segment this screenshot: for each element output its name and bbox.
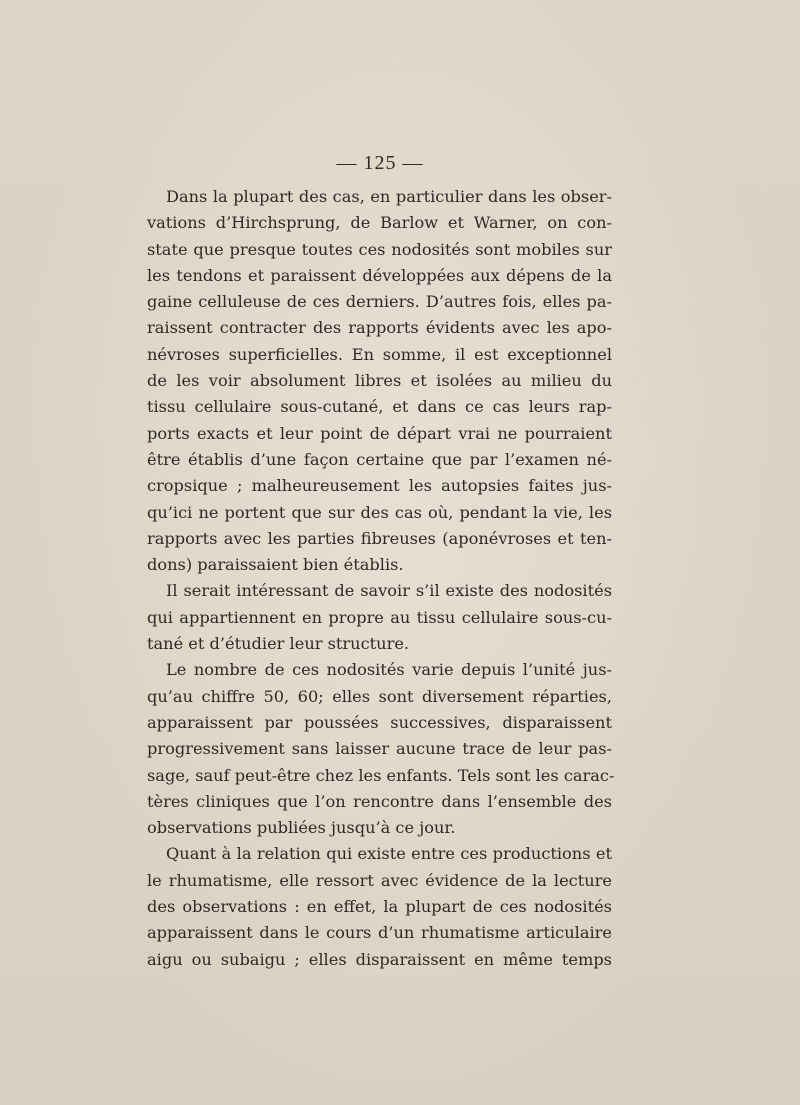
text-line: Dans la plupart des cas, en particulier dans les obser- (166, 187, 612, 206)
text-line: être établis d’une façon certaine que par l’examen né- (147, 449, 612, 469)
body-text (147, 184, 615, 973)
text-line: les tendons et paraissent développées aux dépens de la (147, 265, 612, 285)
text-line: de les voir absolument libres et isolées au milieu du (147, 371, 612, 391)
text-line: dons) paraissaient bien établis. (147, 555, 404, 575)
text-line: des observations : en effet, la plupart de ces nodosités (147, 897, 612, 917)
text-line: Quant à la relation qui existe entre ces productions et (166, 844, 612, 864)
text-line: state que presque toutes ces nodosités sont mobiles sur (147, 239, 612, 259)
text-line: rapports avec les parties fibreuses (aponévroses et ten- (147, 528, 612, 548)
text-line: névroses superficielles. En somme, il est exceptionnel (147, 344, 612, 364)
text-line: aigu ou subaigu ; elles disparaissent en même temps (147, 949, 612, 969)
page-number: — 125 — (336, 152, 424, 174)
text-line: progressivement sans laisser aucune trace de leur pas- (147, 739, 612, 759)
text-line: gaine celluleuse de ces derniers. D’autres fois, elles pa- (147, 292, 612, 312)
text-line: tané et d’étudier leur structure. (147, 634, 410, 654)
text-line: qu’au chiffre 50, 60; elles sont diversement réparties, (147, 686, 612, 706)
text-line: le rhumatisme, elle ressort avec évidence de la lecture (147, 870, 612, 890)
text-line: apparaissent dans le cours d’un rhumatisme articulaire (147, 923, 612, 943)
text-line: Il serait intéressant de savoir s’il existe des nodosités (166, 581, 612, 601)
text-line: cropsique ; malheureusement les autopsies faites jus- (147, 476, 612, 496)
text-line: ports exacts et leur point de départ vrai ne pourraient (147, 423, 612, 443)
text-line: sage, sauf peut-être chez les enfants. Tels sont les carac- (147, 765, 615, 785)
text-line: qu’ici ne portent que sur des cas où, pendant la vie, les (147, 502, 612, 522)
text-line: raissent contracter des rapports évidents avec les apo- (147, 318, 612, 338)
text-line: Le nombre de ces nodosités varie depuis l’unité jus- (166, 660, 612, 680)
text-line: qui appartiennent en propre au tissu cellulaire sous-cu- (147, 607, 612, 627)
text-line: tissu cellulaire sous-cutané, et dans ce cas leurs rap- (147, 397, 612, 417)
text-line: vations d’Hirchsprung, de Barlow et Warner, on con- (147, 213, 612, 233)
text-line: apparaissent par poussées successives, disparaissent (147, 712, 612, 732)
text-line: tères cliniques que l’on rencontre dans l’ensemble des (147, 791, 612, 811)
text-line: observations publiées jusqu’à ce jour. (147, 818, 456, 838)
